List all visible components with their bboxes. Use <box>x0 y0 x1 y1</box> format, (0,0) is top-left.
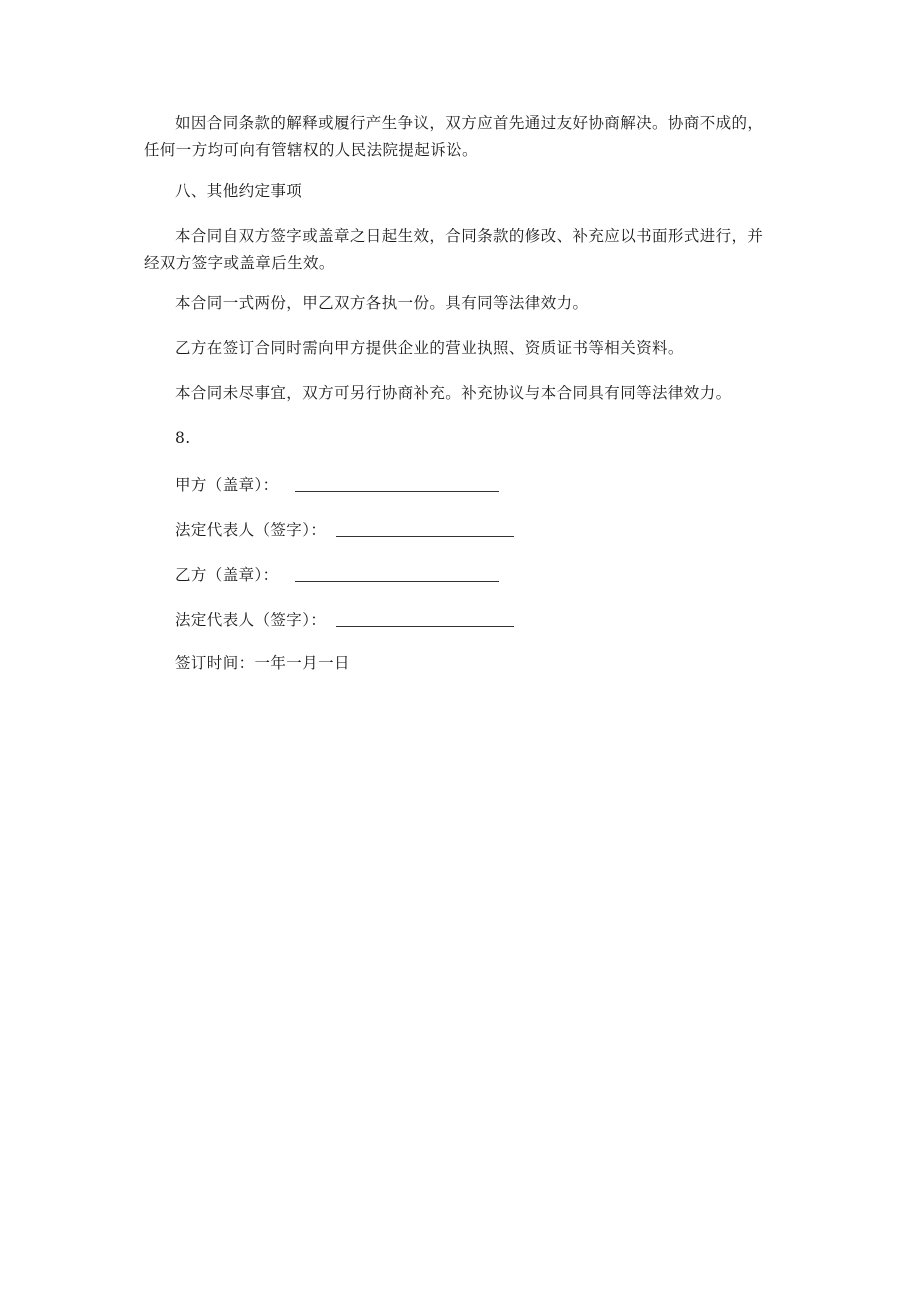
party-a-rep-label: 法定代表人（签字）： <box>175 521 327 539</box>
party-b-rep-row <box>175 607 514 631</box>
party-b-seal-blank[interactable] <box>295 565 499 582</box>
effective-clause-paragraph: 本合同自双方签字或盖章之日起生效，合同条款的修改、补充应以书面形式进行，并经双方签字或盖章后生效。 <box>144 227 764 272</box>
copies-clause-paragraph: 本合同一式两份，甲乙双方各执一份。具有同等法律效力。 <box>175 294 589 312</box>
party-b-seal-row <box>175 562 499 586</box>
party-a-seal-row <box>175 472 499 496</box>
party-b-rep-blank[interactable] <box>336 610 514 627</box>
party-a-seal-blank[interactable] <box>295 475 499 492</box>
party-a-rep-blank[interactable] <box>336 520 514 537</box>
party-b-seal-label: 乙方（盖章）： <box>175 566 279 584</box>
sign-date: 签订时间：一年一月一日 <box>175 654 350 672</box>
supplement-clause-paragraph: 本合同未尽事宜，双方可另行协商补充。补充协议与本合同具有同等法律效力。 <box>175 384 732 402</box>
dispute-resolution-paragraph: 如因合同条款的解释或履行产生争议，双方应首先通过友好协商解决。协商不成的，任何一方均可向有管辖权的人民法院提起诉讼。 <box>144 114 764 159</box>
item-number: 8. <box>175 429 191 447</box>
party-a-rep-row <box>175 517 514 541</box>
party-a-seal-label: 甲方（盖章）： <box>175 476 279 494</box>
party-b-rep-label: 法定代表人（签字）： <box>175 611 327 629</box>
documents-clause-paragraph: 乙方在签订合同时需向甲方提供企业的营业执照、资质证书等相关资料。 <box>175 339 684 357</box>
section-heading-other-terms: 八、其他约定事项 <box>175 182 303 200</box>
